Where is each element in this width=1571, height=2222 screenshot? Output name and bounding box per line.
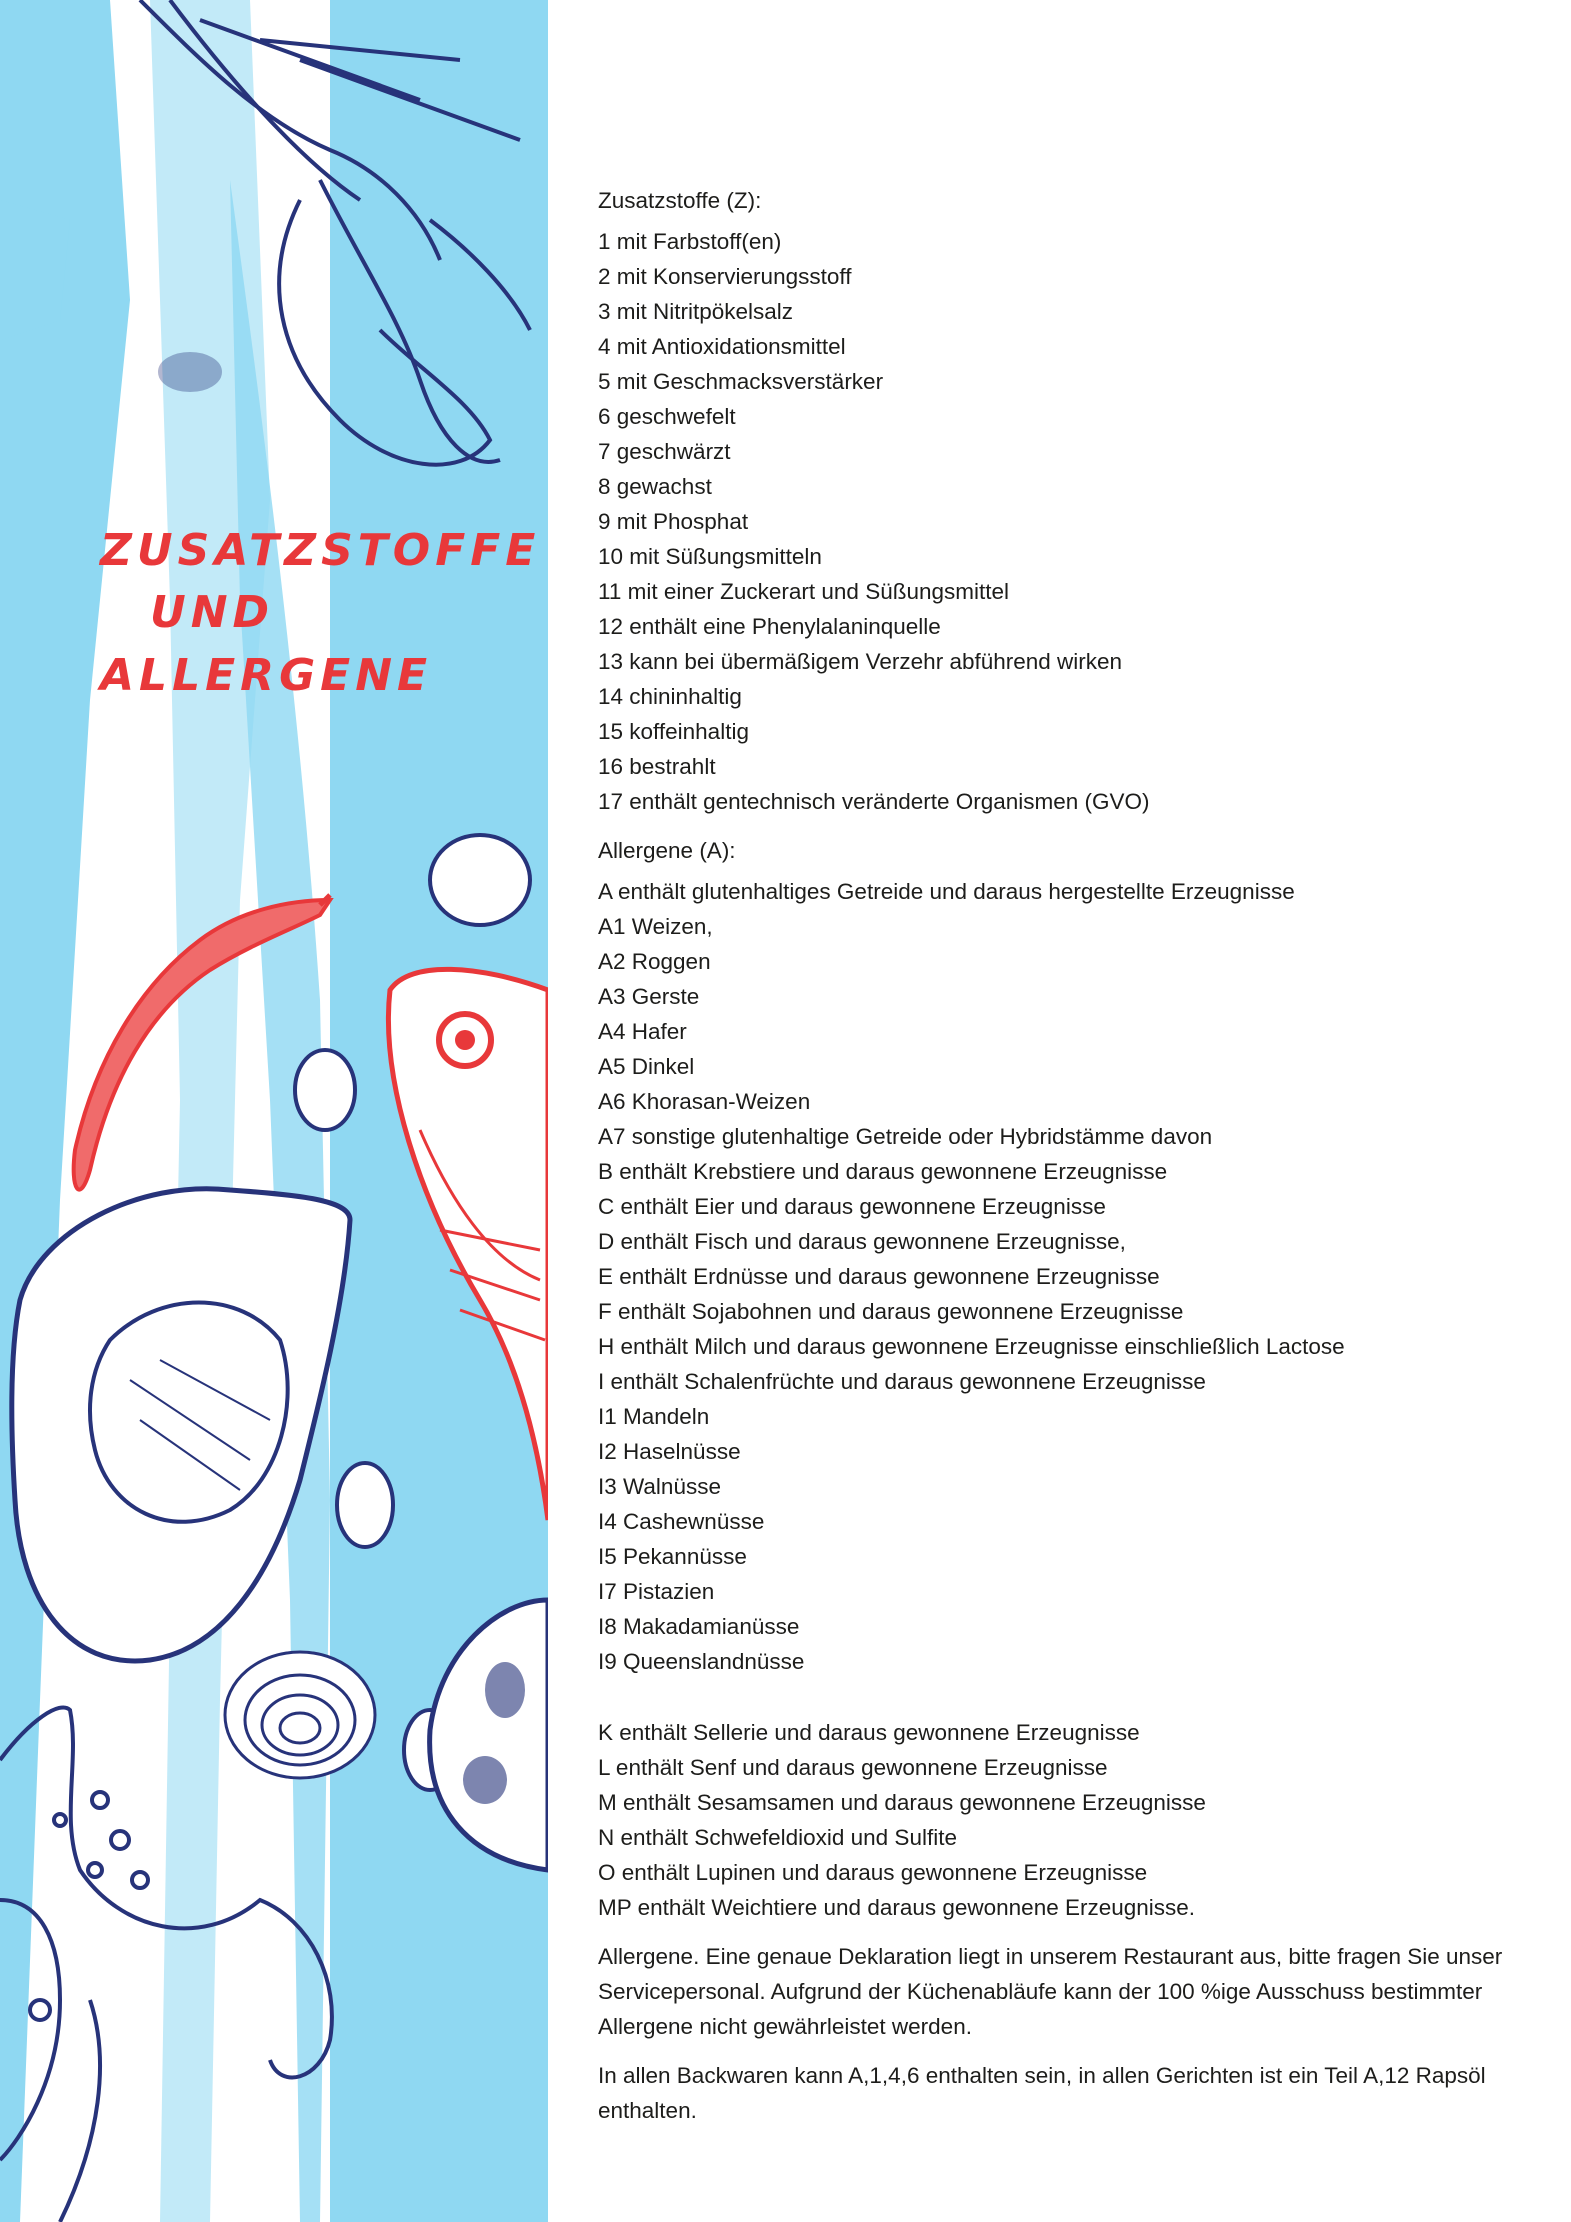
list-item: 4 mit Antioxidationsmittel	[598, 334, 846, 359]
list-item: L enthält Senf und daraus gewonnene Erzeugnisse	[598, 1755, 1108, 1780]
list-item: N enthält Schwefeldioxid und Sulfite	[598, 1825, 957, 1850]
list-item: 6 geschwefelt	[598, 404, 736, 429]
list-item: 5 mit Geschmacksverstärker	[598, 369, 884, 394]
bakery-note: In allen Backwaren kann A,1,4,6 enthalten sein, in allen Gerichten ist ein Teil A,12 Rapsöl enthalten.	[598, 2063, 1486, 2123]
list-item: 8 gewachst	[598, 474, 712, 499]
title-line-2: UND	[150, 587, 275, 639]
list-item: 12 enthält eine Phenylalaninquelle	[598, 614, 941, 639]
list-item: F enthält Sojabohnen und daraus gewonnene Erzeugnisse	[598, 1299, 1184, 1324]
additives-heading: Zusatzstoffe (Z):	[598, 188, 762, 213]
seafood-illustration	[0, 0, 548, 2222]
list-item: A6 Khorasan-Weizen	[598, 1089, 811, 1114]
list-item: 16 bestrahlt	[598, 754, 716, 779]
list-item: I7 Pistazien	[598, 1579, 715, 1604]
title-line-3: ALLERGENE	[100, 649, 433, 701]
list-item: A5 Dinkel	[598, 1054, 695, 1079]
list-item: 3 mit Nitritpökelsalz	[598, 299, 794, 324]
allergens-list-main	[598, 874, 1528, 1679]
list-item: A1 Weizen,	[598, 914, 713, 939]
list-item: I8 Makadamianüsse	[598, 1614, 800, 1639]
list-item: H enthält Milch und daraus gewonnene Erzeugnisse einschließlich Lactose	[598, 1334, 1345, 1359]
list-item: 13 kann bei übermäßigem Verzehr abführend wirken	[598, 649, 1123, 674]
illustration-panel	[0, 0, 548, 2222]
list-item: A2 Roggen	[598, 949, 711, 974]
list-item: 9 mit Phosphat	[598, 509, 749, 534]
list-item: M enthält Sesamsamen und daraus gewonnene Erzeugnisse	[598, 1790, 1206, 1815]
list-item: I enthält Schalenfrüchte und daraus gewonnene Erzeugnisse	[598, 1369, 1206, 1394]
list-item: I4 Cashewnüsse	[598, 1509, 765, 1534]
list-item: 1 mit Farbstoff(en)	[598, 229, 782, 254]
list-item: 11 mit einer Zuckerart und Süßungsmittel	[598, 579, 1010, 604]
list-item: D enthält Fisch und daraus gewonnene Erzeugnisse,	[598, 1229, 1126, 1254]
list-item: A enthält glutenhaltiges Getreide und daraus hergestellte Erzeugnisse	[598, 879, 1295, 904]
onion-slice-icon	[225, 1652, 375, 1778]
list-item: E enthält Erdnüsse und daraus gewonnene Erzeugnisse	[598, 1264, 1160, 1289]
list-item: I5 Pekannüsse	[598, 1544, 747, 1569]
allergens-heading: Allergene (A):	[598, 838, 736, 863]
list-item: A4 Hafer	[598, 1019, 687, 1044]
additives-list	[598, 224, 1528, 819]
legend-content	[598, 183, 1528, 2142]
list-item: I1 Mandeln	[598, 1404, 710, 1429]
list-item: 15 koffeinhaltig	[598, 719, 749, 744]
list-item: K enthält Sellerie und daraus gewonnene Erzeugnisse	[598, 1720, 1140, 1745]
allergens-list-other	[598, 1715, 1528, 1925]
list-item: A7 sonstige glutenhaltige Getreide oder Hybridstämme davon	[598, 1124, 1213, 1149]
list-item: 17 enthält gentechnisch veränderte Organismen (GVO)	[598, 789, 1150, 814]
list-item: C enthält Eier und daraus gewonnene Erzeugnisse	[598, 1194, 1106, 1219]
list-item: A3 Gerste	[598, 984, 700, 1009]
list-item: O enthält Lupinen und daraus gewonnene Erzeugnisse	[598, 1860, 1148, 1885]
declaration-note: Allergene. Eine genaue Deklaration liegt in unserem Restaurant aus, bitte fragen Sie unser Servicepersonal. Aufgrund der Küchenabläufe kann der 100 %ige Ausschuss bestimmter Allergene nicht gewährleistet werden.	[598, 1944, 1503, 2039]
list-item: I3 Walnüsse	[598, 1474, 721, 1499]
title-line-1: ZUSATZSTOFFE	[100, 525, 541, 576]
list-item: B enthält Krebstiere und daraus gewonnene Erzeugnisse	[598, 1159, 1168, 1184]
list-item: 7 geschwärzt	[598, 439, 731, 464]
list-item: I2 Haselnüsse	[598, 1439, 741, 1464]
list-item: 2 mit Konservierungsstoff	[598, 264, 852, 289]
list-item: I9 Queenslandnüsse	[598, 1649, 805, 1674]
list-item: 10 mit Süßungsmitteln	[598, 544, 822, 569]
page-title	[100, 520, 540, 707]
list-item: 14 chininhaltig	[598, 684, 742, 709]
list-item: MP enthält Weichtiere und daraus gewonnene Erzeugnisse.	[598, 1895, 1196, 1920]
